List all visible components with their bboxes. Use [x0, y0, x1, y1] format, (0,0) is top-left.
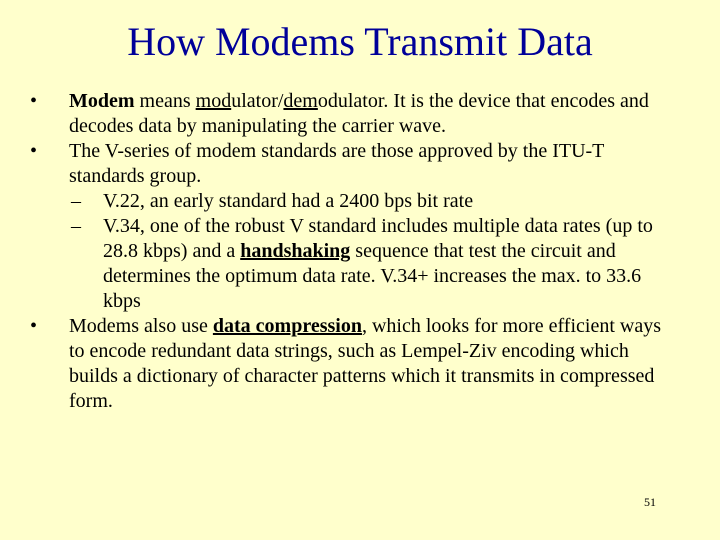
bullet-data-compression	[0, 314, 669, 414]
underlined-prefix-dem: dem	[283, 90, 318, 112]
term-data-compression: data compression	[212, 315, 362, 337]
bullet-v-series	[0, 139, 669, 189]
page-number: 51	[644, 495, 656, 509]
sub-bullet-v34	[0, 214, 668, 314]
slide-body	[0, 89, 720, 414]
bullet-text: Modems also use	[69, 315, 213, 337]
bullet-text: ulator/	[231, 90, 284, 112]
sub-bullet-v22	[0, 189, 668, 214]
slide-title: How Modems Transmit Data	[127, 19, 593, 64]
underlined-prefix-mod: mod	[195, 90, 232, 112]
bullet-marker: •	[30, 90, 38, 112]
term-modem: Modem	[69, 90, 135, 112]
dash-marker: –	[71, 215, 81, 237]
bullet-text: odulator. It is the device that encodes and decodes data by manipulating the carrier wave.	[69, 90, 649, 137]
term-handshaking: handshaking	[240, 240, 351, 262]
bullet-marker: •	[30, 140, 38, 162]
bullet-text: , which looks for more efficient ways to encode redundant data strings, such as Lempel-Ziv encoding which builds a dictionary of character patterns which it transmits in compressed form.	[69, 315, 661, 412]
dash-marker: –	[71, 190, 81, 212]
sub-bullet-text: sequence that test the circuit and determines the optimum data rate. V.34+ increases the max. to 33.6 kbps	[103, 240, 642, 312]
bullet-text: means	[134, 90, 196, 112]
bullet-modem-definition	[0, 89, 669, 139]
sub-bullet-text: V.22, an early standard had a 2400 bps bit rate	[103, 190, 474, 212]
sub-bullet-text: V.34, one of the robust V standard includes multiple data rates (up to 28.8 kbps) and a	[103, 215, 653, 262]
bullet-marker: •	[30, 315, 38, 337]
bullet-text: The V-series of modem standards are those approved by the ITU-T standards group.	[69, 140, 605, 187]
